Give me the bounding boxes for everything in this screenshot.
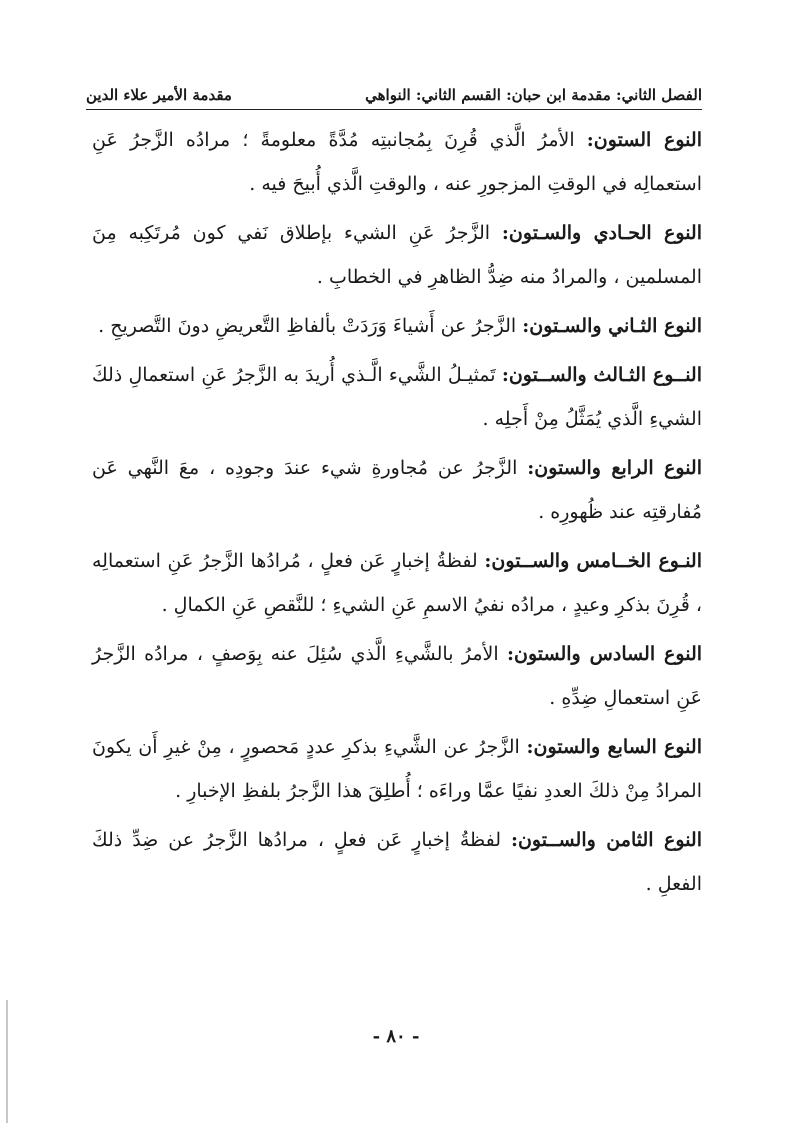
paragraph-title: النوع الحـادي والسـتون: xyxy=(501,222,702,244)
paragraph-title: النوع الستون: xyxy=(586,129,702,151)
paragraph-title: النــوع الثـالث والســتون: xyxy=(501,364,703,386)
paragraph-title: النـوع الخــامس والســتون: xyxy=(484,550,702,572)
paragraph-title: النوع الرابع والستون: xyxy=(527,457,702,479)
scan-edge-mark xyxy=(6,1000,8,1123)
paragraph-63 xyxy=(92,353,702,441)
paragraph-61 xyxy=(92,211,702,299)
paragraph-text: الزَّجرُ عن مُجاورةِ شيء عندَ وجودِه ، معَ النَّهي عَن مُفارقتِه عند ظُهورِه . xyxy=(92,457,702,523)
page-number: - ٨٠ - xyxy=(372,1026,420,1047)
paragraph-60 xyxy=(92,118,702,206)
paragraph-title: النوع الثـاني والسـتون: xyxy=(522,315,702,337)
paragraph-68 xyxy=(92,818,702,906)
paragraph-text: تَمثيـلُ الشَّيء الَّـذي أُريدَ به الزَّجرُ عَنِ استعمالِ ذلكَ الشيءِ الَّذي يُمَثَّلُ مِنْ أَجلِه . xyxy=(92,364,702,430)
paragraph-text: الزَّجرُ عن أَشياءَ وَرَدَتْ بألفاظِ التَّعريضِ دونَ التَّصريحِ . xyxy=(98,315,517,337)
page-body xyxy=(92,118,702,911)
chapter-heading: الفصل الثاني: مقدمة ابن حبان: القسم الثاني: النواهي xyxy=(365,86,702,104)
running-header xyxy=(86,74,702,104)
paragraph-text: الأمرُ بالشَّيءِ الَّذي سُئِلَ عنه بِوَصفٍ ، مرادُه الزَّجرُ عَنِ استعمالِ ضِدِّهِ . xyxy=(92,643,702,709)
paragraph-text: الزَّجرُ عن الشَّيءِ بذكرِ عددٍ مَحصورٍ ، مِنْ غيرِ أَن يكونَ المرادُ مِنْ ذلكَ العددِ نفيًا عمَّا وراءَه ؛ أُطلِقَ هذا الزَّجرُ بلفظِ الإخبارِ . xyxy=(92,736,702,802)
paragraph-67 xyxy=(92,725,702,813)
paragraph-65 xyxy=(92,539,702,627)
paragraph-66 xyxy=(92,632,702,720)
paragraph-title: النوع السادس والستون: xyxy=(507,643,703,665)
paragraph-title: النوع السابع والستون: xyxy=(526,736,702,758)
book-title: مقدمة الأمير علاء الدين xyxy=(86,86,232,104)
paragraph-text: الأمرُ الَّذي قُرِنَ بِمُجانبتِه مُدَّةً معلومةً ؛ مرادُه الزَّجرُ عَنِ استعمالِه في الوقتِ المزجورِ عنه ، والوقتِ الَّذي أُبيحَ فيه . xyxy=(92,129,702,195)
paragraph-text: لفظةُ إخبارٍ عَن فعلٍ ، مُرادُها الزَّجرُ عَنِ استعمالِه ، قُرِنَ بذكرِ وعيدٍ ، مرادُه نفيُ الاسمِ عَنِ الشيءِ ؛ للنَّقصِ عَنِ الكمالِ . xyxy=(92,550,702,616)
paragraph-title: النوع الثامن والســتون: xyxy=(510,829,702,851)
paragraph-text: الزَّجرُ عَنِ الشيء بإطلاق نَفي كون مُرتَكِبه مِنَ المسلمين ، والمرادُ منه ضِدُّ الظاهرِ في الخطابِ . xyxy=(92,222,702,288)
paragraph-text: لفظةُ إخبارٍ عَن فعلٍ ، مرادُها الزَّجرُ عن ضِدِّ ذلكَ الفعلِ . xyxy=(92,829,702,895)
header-divider xyxy=(86,109,702,110)
paragraph-64 xyxy=(92,446,702,534)
paragraph-62 xyxy=(92,304,702,348)
